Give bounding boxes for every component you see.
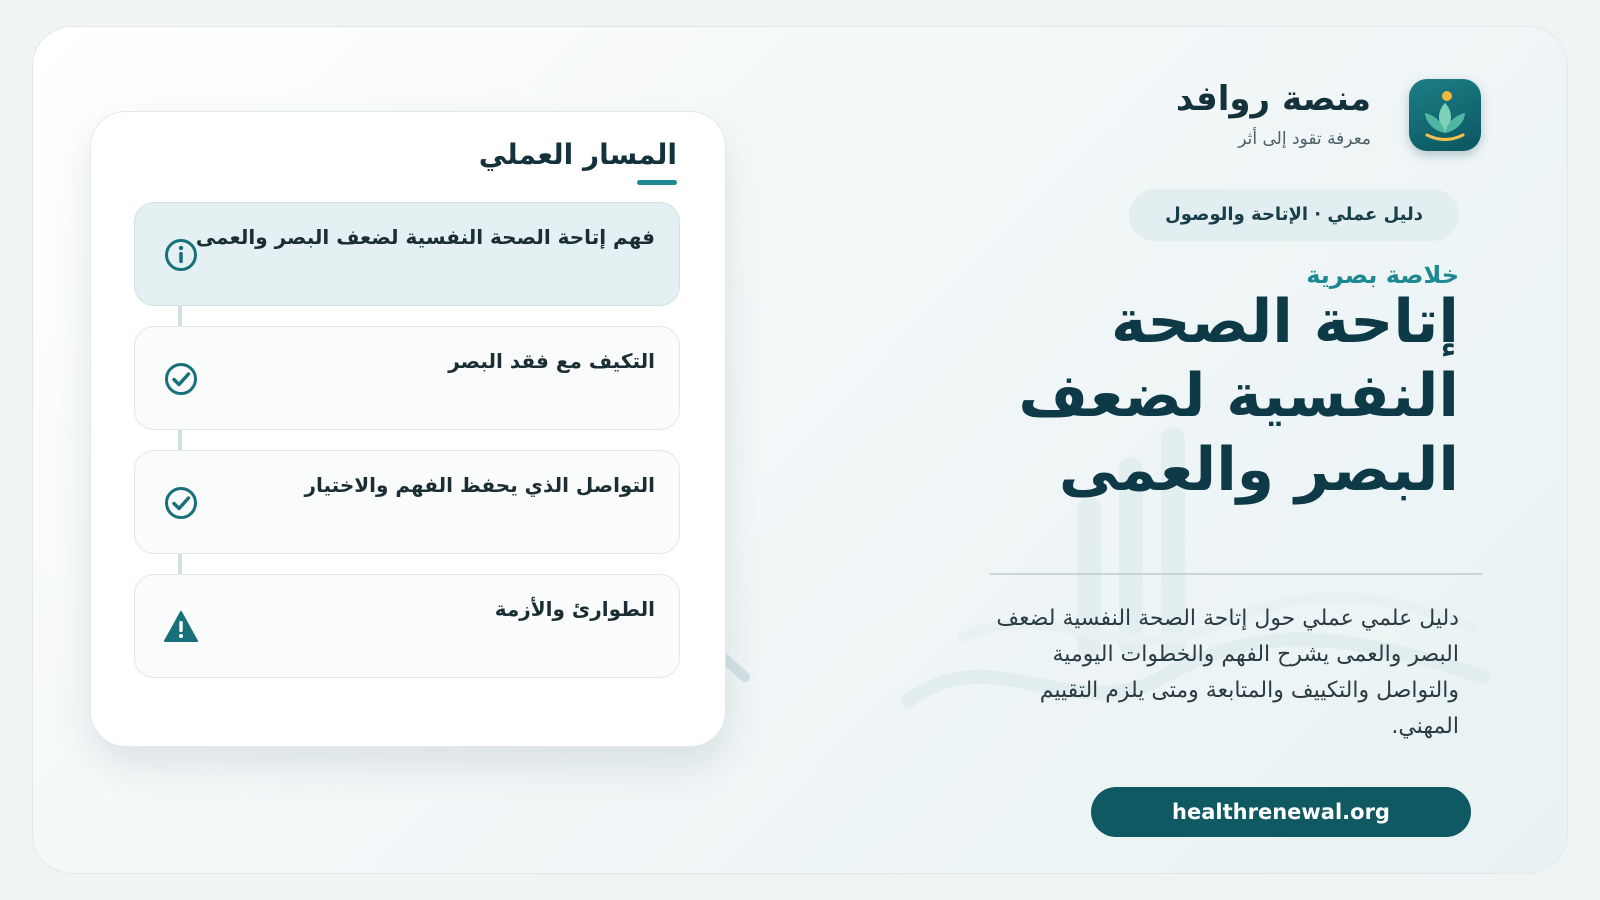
step-card[interactable] [134,574,680,678]
brand-logo [1409,79,1481,151]
kicker-label: خلاصة بصرية [1306,261,1459,289]
step-connector [178,306,182,328]
practical-path-panel [90,111,726,747]
step-card[interactable] [134,450,680,554]
headline: إتاحة الصحة النفسية لضعف البصر والعمى [1018,287,1459,505]
warning-icon [163,609,199,645]
step-card[interactable] [134,326,680,430]
step-label: التواصل الذي يحفظ الفهم والاختيار [304,473,655,497]
panel-title: المسار العملي [478,138,677,171]
step-label: التكيف مع فقد البصر [448,349,655,373]
check-circle-icon [163,361,199,397]
slide-card [32,26,1568,874]
deco-stroke [723,657,745,677]
panel-title-underline [637,180,677,185]
step-connector [178,554,182,576]
step-label: الطوارئ والأزمة [494,597,655,621]
lotus-icon [1409,79,1481,151]
category-pill: دليل عملي · الإتاحة والوصول [1129,189,1459,241]
step-label: فهم إتاحة الصحة النفسية لضعف البصر والعمى [195,225,655,249]
website-link[interactable]: healthrenewal.org [1091,787,1471,837]
brand-tagline: معرفة تقود إلى أثر [1238,129,1371,149]
check-circle-icon [163,485,199,521]
divider [990,573,1482,575]
step-connector [178,430,182,452]
step-card[interactable] [134,202,680,306]
info-icon [163,237,199,273]
description: دليل علمي عملي حول إتاحة الصحة النفسية لضعف البصر والعمى يشرح الفهم والخطوات اليومية والتواصل والتكييف والمتابعة ومتى يلزم التقييم المهني. [996,606,1459,739]
brand-name: منصة روافد [1175,79,1371,119]
